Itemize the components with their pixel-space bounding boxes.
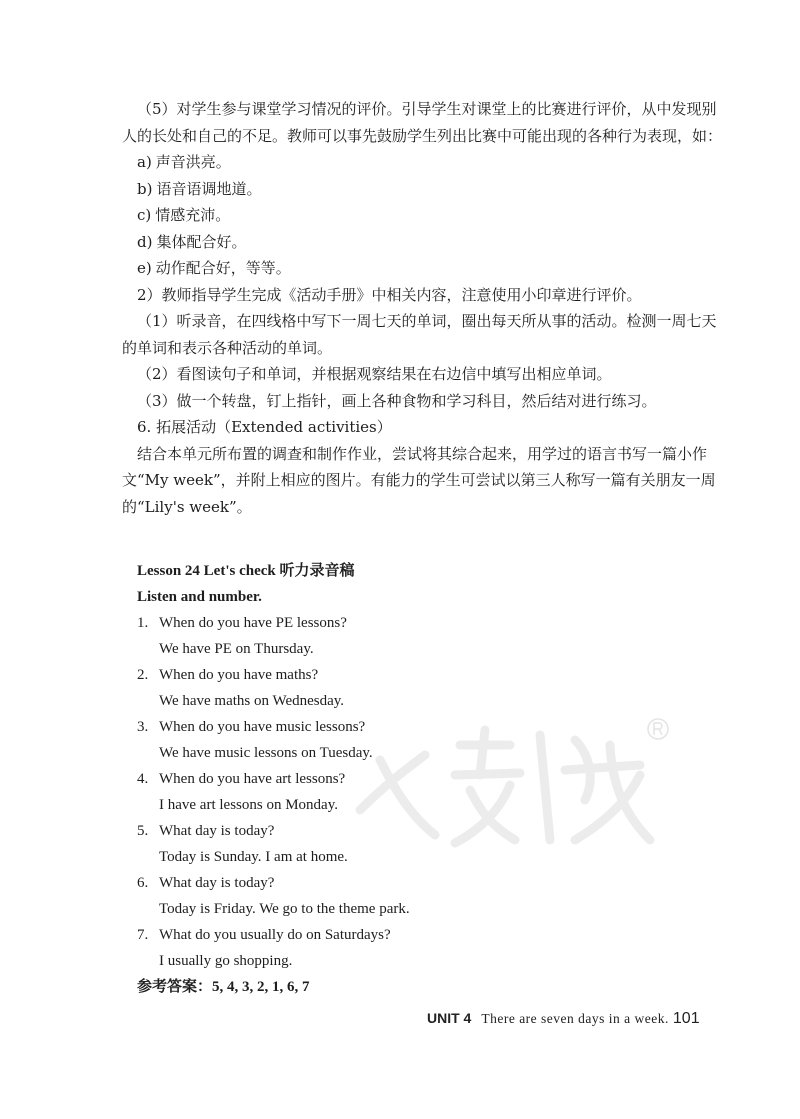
list-tag: c)	[137, 206, 152, 224]
question-text: When do you have maths?	[159, 667, 319, 683]
list-tag: b)	[137, 179, 153, 198]
activity-step-3: （3）做一个转盘，钉上指针，画上各种食物和学习科目，然后结对进行练习。	[137, 391, 657, 410]
answer-text: I have art lessons on Monday.	[159, 797, 338, 813]
activity-step-2: （2）看图读句子和单词，并根据观察结果在右边信中填写出相应单词。	[137, 365, 612, 383]
list-item	[122, 176, 724, 203]
extended-activities-paragraph: 结合本单元所布置的调查和制作作业，尝试将其综合起来，用学过的语言书写一篇小作文“My week”，并附上相应的图片。有能力的学生可尝试以第三人称写一篇有关朋友一周的“Lily's week”。	[122, 444, 716, 516]
list-item	[122, 229, 724, 256]
activity-step-1: （1）听录音，在四线格中写下一周七天的单词，圈出每天所从事的活动。检测一周七天的单词和表示各种活动的单词。	[122, 312, 717, 357]
question-text: When do you have art lessons?	[159, 771, 346, 787]
item-number: 2.	[137, 667, 149, 683]
question-text: When do you have music lessons?	[159, 719, 366, 735]
listening-script	[137, 558, 697, 1000]
list-tag: d)	[137, 232, 153, 251]
list-item	[122, 255, 724, 282]
unit-title: There are seven days in a week.	[481, 1011, 669, 1026]
answer-text: We have maths on Wednesday.	[159, 693, 345, 709]
item-number: 1.	[137, 615, 149, 631]
list-item	[137, 662, 697, 714]
answer-text: Today is Sunday. I am at home.	[159, 849, 348, 865]
list-item	[137, 870, 697, 922]
item-number: 3.	[137, 719, 149, 735]
answer-text: We have music lessons on Tuesday.	[159, 745, 373, 761]
question-text: What day is today?	[159, 875, 275, 891]
list-tag: e)	[137, 259, 152, 277]
list-text: 情感充沛。	[155, 206, 231, 224]
page-number: 101	[672, 1010, 700, 1027]
list-tag: a)	[137, 153, 152, 171]
list-item	[137, 922, 697, 974]
list-text: 声音洪亮。	[155, 153, 231, 171]
item-number: 4.	[137, 771, 149, 787]
list-item	[122, 149, 724, 176]
answer-text: I usually go shopping.	[159, 953, 293, 969]
item-number: 7.	[137, 927, 149, 943]
question-text: When do you have PE lessons?	[159, 615, 347, 631]
list-item	[137, 610, 697, 662]
activity-book-paragraph: 2）教师指导学生完成《活动手册》中相关内容，注意使用小印章进行评价。	[137, 285, 642, 304]
item-number: 5.	[137, 823, 149, 839]
list-text: 动作配合好，等等。	[155, 259, 291, 277]
question-text: What day is today?	[159, 823, 275, 839]
lesson-heading: Lesson 24 Let's check 听力录音稿	[137, 563, 355, 579]
answer-text: Today is Friday. We go to the theme park.	[159, 901, 410, 917]
behavior-list	[122, 149, 724, 282]
extended-activities-heading: 6. 拓展活动（Extended activities）	[137, 418, 392, 436]
unit-label: UNIT 4	[427, 1010, 472, 1026]
teaching-notes	[122, 96, 724, 520]
list-text: 集体配合好。	[156, 232, 247, 251]
exercise-heading: Listen and number.	[137, 589, 262, 605]
evaluation-paragraph: （5）对学生参与课堂学习情况的评价。引导学生对课堂上的比赛进行评价，从中发现别人的长处和自己的不足。教师可以事先鼓励学生列出比赛中可能出现的各种行为表现，如：	[122, 100, 723, 145]
item-number: 6.	[137, 875, 149, 891]
list-text: 语音语调地道。	[156, 179, 262, 198]
reference-answers: 参考答案：5, 4, 3, 2, 1, 6, 7	[137, 979, 310, 995]
list-item	[137, 714, 697, 766]
list-item	[137, 766, 697, 818]
question-text: What do you usually do on Saturdays?	[159, 927, 391, 943]
list-item	[137, 818, 697, 870]
list-item	[122, 202, 724, 229]
answer-text: We have PE on Thursday.	[159, 641, 314, 657]
page-footer	[427, 1010, 727, 1028]
